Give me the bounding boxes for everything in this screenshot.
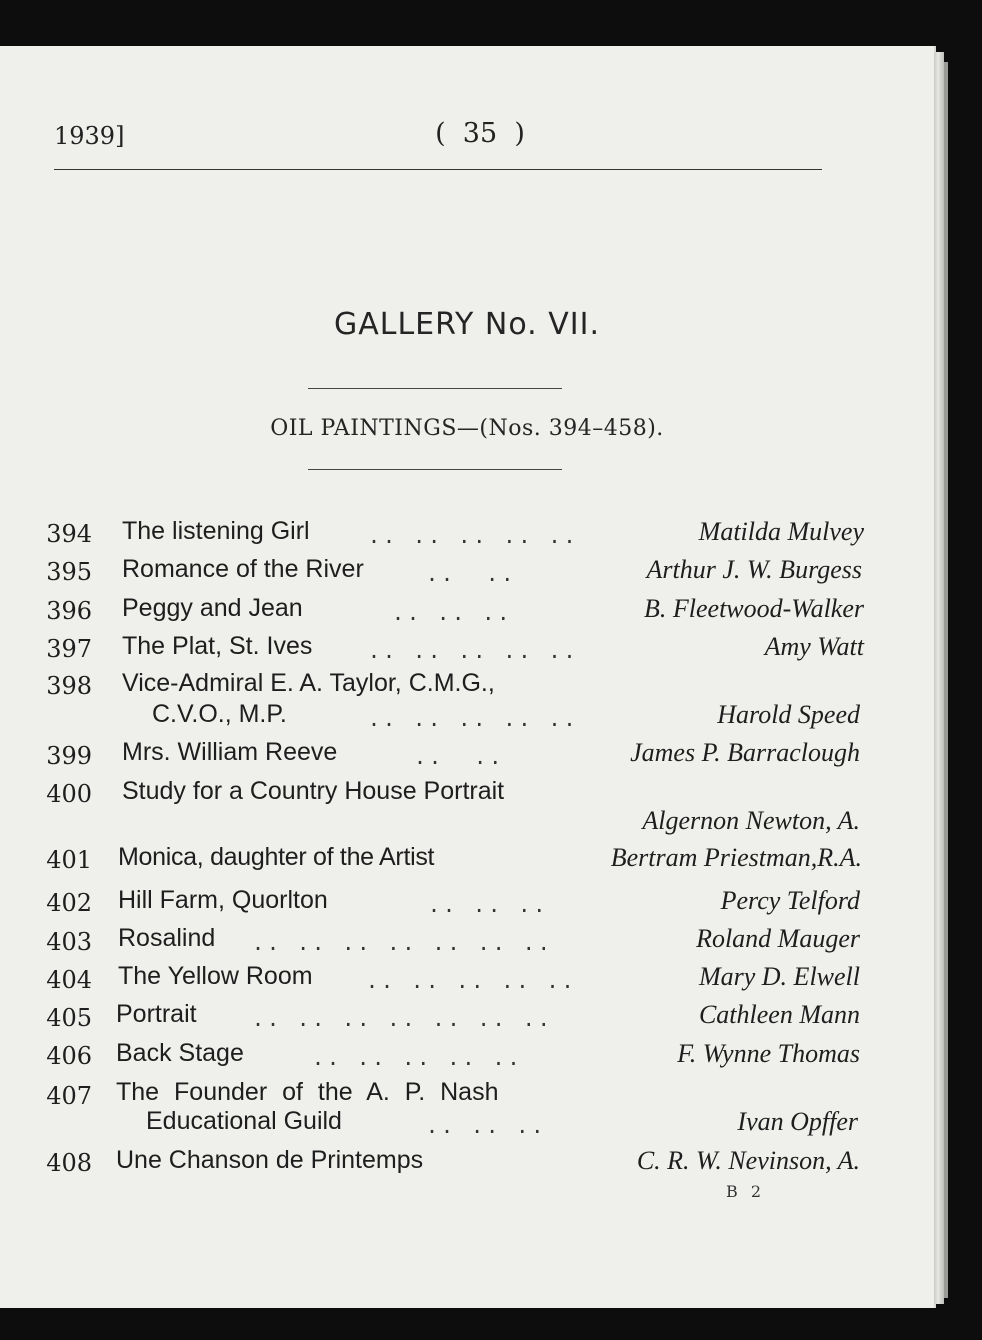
entry-artist: James P. Barraclough <box>630 738 860 767</box>
entry-title: Vice-Admiral E. A. Taylor, C.M.G., <box>122 669 495 697</box>
entry-number: 394 <box>46 520 92 548</box>
entry-title: Rosalind <box>118 924 216 952</box>
entry-artist: Amy Watt <box>764 632 864 661</box>
entry-artist: Ivan Opffer <box>737 1107 858 1136</box>
entry-title: Back Stage <box>116 1039 244 1067</box>
entry-number: 398 <box>46 672 92 700</box>
page-edge-shadow <box>944 62 948 1298</box>
gallery-title: GALLERY No. VII. <box>333 307 601 342</box>
leader-dots: .. .. .. .. .. <box>312 1046 523 1070</box>
leader-dots: .. .. .. .. .. <box>368 639 579 663</box>
entry-artist: Bertram Priestman,R.A. <box>610 843 862 872</box>
entry-artist: F. Wynne Thomas <box>677 1039 860 1068</box>
entry-artist: Roland Mauger <box>696 924 860 953</box>
page-number: ( 35 ) <box>435 118 525 149</box>
entry-title: Portrait <box>116 1000 197 1028</box>
entry-title-continued: Educational Guild <box>146 1107 342 1135</box>
entry-title: Hill Farm, Quorlton <box>118 886 328 914</box>
entry-number: 397 <box>46 635 92 663</box>
leader-dots: .. .. .. .. .. .. .. <box>252 1007 553 1031</box>
entry-title: Une Chanson de Printemps <box>116 1146 424 1174</box>
entry-number: 407 <box>46 1082 92 1110</box>
entry-number: 400 <box>46 780 92 808</box>
leader-dots: .. .. .. .. .. <box>368 707 579 731</box>
divider-top <box>308 388 562 389</box>
entry-artist: Matilda Mulvey <box>698 517 864 546</box>
leader-dots: .. .. .. .. .. .. .. <box>252 931 553 955</box>
leader-dots: .. .. .. .. .. <box>366 969 577 993</box>
entry-title: The Plat, St. Ives <box>122 632 313 660</box>
leader-dots: .. .. .. <box>392 601 513 625</box>
entry-number: 405 <box>46 1004 92 1032</box>
entry-number: 404 <box>46 966 92 994</box>
entry-number: 406 <box>46 1042 92 1070</box>
entry-artist: Algernon Newton, A. <box>642 806 860 835</box>
entry-title: Romance of the River <box>122 555 364 583</box>
header-rule <box>54 169 822 170</box>
entry-title: Study for a Country House Portrait <box>122 777 505 805</box>
entry-artist: Mary D. Elwell <box>698 962 860 991</box>
running-head-year: 1939] <box>54 122 125 150</box>
entry-artist: Percy Telford <box>720 886 860 915</box>
divider-bottom <box>308 469 562 470</box>
entry-artist: C. R. W. Nevinson, A. <box>636 1146 860 1175</box>
leader-dots: .. .. .. .. .. <box>368 524 579 548</box>
entry-number: 402 <box>46 889 92 917</box>
entry-title: The listening Girl <box>122 517 310 545</box>
entry-title: The Founder of the A. P. Nash <box>116 1078 499 1106</box>
entry-number: 395 <box>46 558 92 586</box>
page-edge <box>934 52 944 1304</box>
entry-title-continued: C.V.O., M.P. <box>152 700 287 728</box>
leader-dots: .. .. <box>426 562 517 586</box>
signature-mark: B 2 <box>726 1182 766 1201</box>
entry-number: 408 <box>46 1149 92 1177</box>
entry-title: Peggy and Jean <box>122 594 303 622</box>
section-title: OIL PAINTINGS—(Nos. 394–458). <box>270 416 664 441</box>
entry-artist: Arthur J. W. Burgess <box>646 555 862 584</box>
entry-title: Monica, daughter of the Artist <box>118 843 435 871</box>
leader-dots: .. .. <box>414 745 505 769</box>
entry-number: 399 <box>46 742 92 770</box>
entry-artist: Harold Speed <box>717 700 860 729</box>
entry-number: 401 <box>46 846 92 874</box>
entry-number: 403 <box>46 928 92 956</box>
entry-artist: B. Fleetwood-Walker <box>644 594 864 623</box>
entry-title: The Yellow Room <box>118 962 313 990</box>
leader-dots: .. .. .. <box>426 1114 547 1138</box>
entry-title: Mrs. William Reeve <box>122 738 338 766</box>
entry-number: 396 <box>46 597 92 625</box>
entry-artist: Cathleen Mann <box>698 1000 860 1029</box>
leader-dots: .. .. .. <box>428 893 549 917</box>
